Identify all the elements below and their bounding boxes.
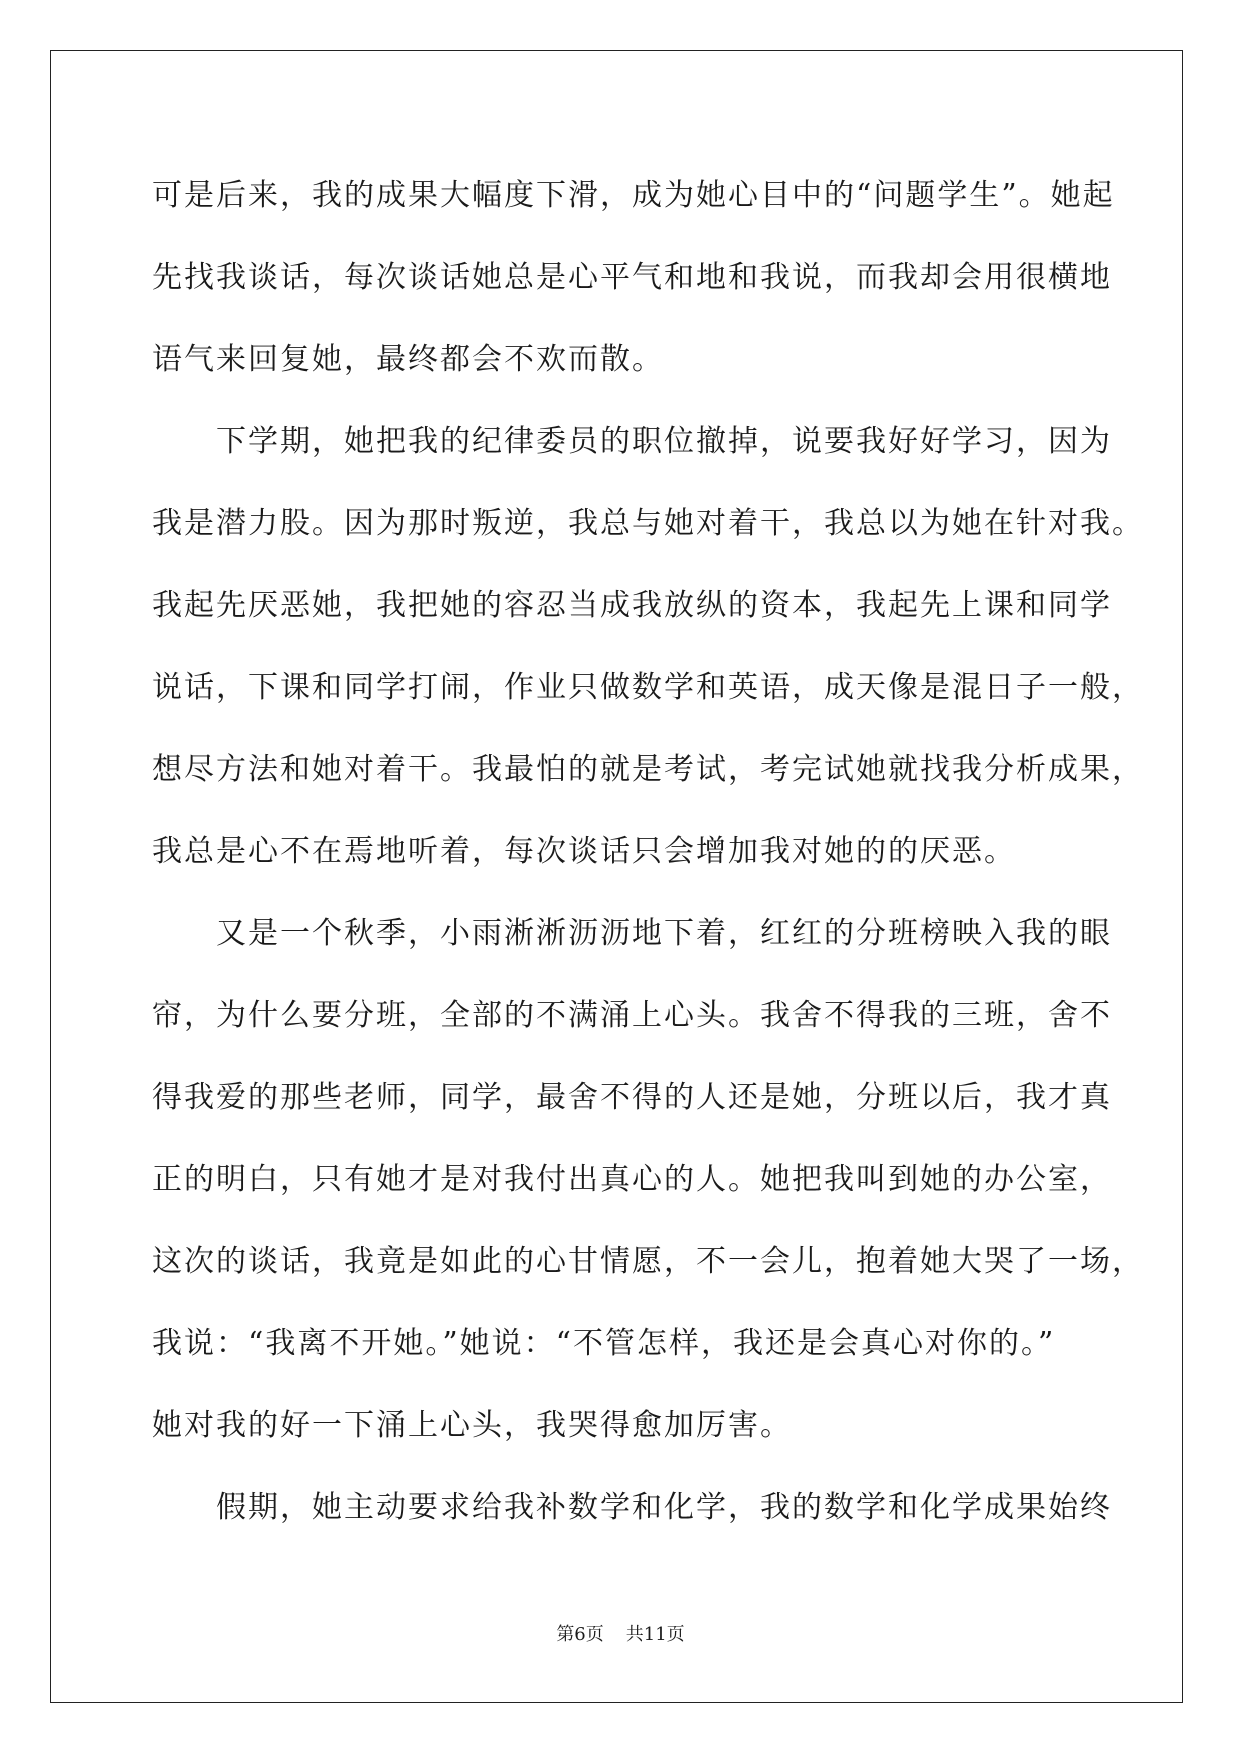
text-line: 先找我谈话，每次谈话她总是心平气和地和我说，而我却会用很横地: [152, 260, 1112, 295]
text-line: 语气来回复她，最终都会不欢而散。: [152, 342, 664, 377]
text-line: 帘，为什么要分班，全部的不满涌上心头。我舍不得我的三班，舍不: [152, 998, 1112, 1033]
text-line: 我总是心不在焉地听着，每次谈话只会增加我对她的的厌恶。: [152, 834, 1016, 869]
text-line: 正的明白，只有她才是对我付出真心的人。她把我叫到她的办公室，: [152, 1162, 1112, 1197]
text-line: 可是后来，我的成果大幅度下滑，成为她心目中的“问题学生”。她起: [152, 178, 1115, 213]
text-line: 假期，她主动要求给我补数学和化学，我的数学和化学成果始终: [152, 1490, 1112, 1525]
text-line: 又是一个秋季，小雨淅淅沥沥地下着，红红的分班榜映入我的眼: [152, 916, 1112, 951]
page-total: 共11页: [625, 1624, 685, 1645]
page-footer: [0, 1620, 1241, 1646]
page-number: 第6页: [556, 1624, 604, 1645]
text-line: 我是潜力股。因为那时叛逆，我总与她对着干，我总以为她在针对我。: [152, 506, 1144, 541]
text-line: 我起先厌恶她，我把她的容忍当成我放纵的资本，我起先上课和同学: [152, 588, 1112, 623]
document-body: [152, 155, 1144, 1549]
text-line: 下学期，她把我的纪律委员的职位撤掉，说要我好好学习，因为: [152, 424, 1112, 459]
text-line: 这次的谈话，我竟是如此的心甘情愿，不一会儿，抱着她大哭了一场，: [152, 1244, 1144, 1279]
text-line: 我说：“我离不开她。”她说：“不管怎样，我还是会真心对你的。”: [152, 1326, 1056, 1361]
text-line: 想尽方法和她对着干。我最怕的就是考试，考完试她就找我分析成果，: [152, 752, 1144, 787]
text-line: 说话，下课和同学打闹，作业只做数学和英语，成天像是混日子一般，: [152, 670, 1144, 705]
text-line: 她对我的好一下涌上心头，我哭得愈加厉害。: [152, 1408, 792, 1443]
text-line: 得我爱的那些老师，同学，最舍不得的人还是她，分班以后，我才真: [152, 1080, 1112, 1115]
